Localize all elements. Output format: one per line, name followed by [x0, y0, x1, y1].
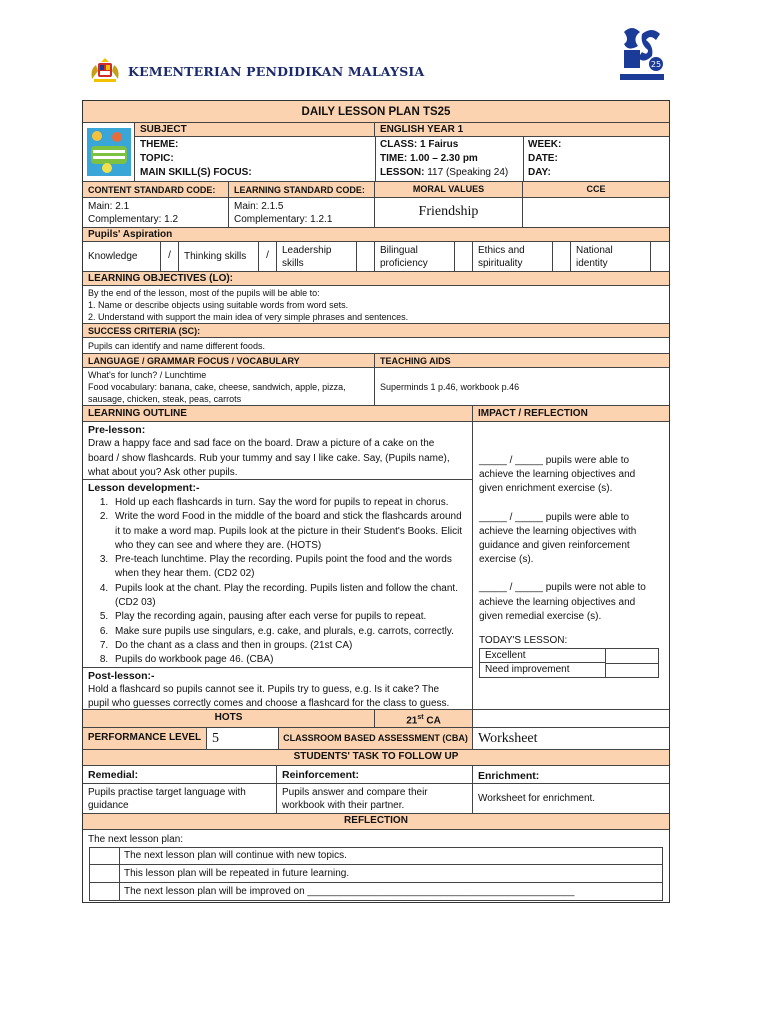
post-lesson-title: Post-lesson:- [88, 670, 155, 682]
development-step: 3. Pre-teach lunchtime. Play the recording. Pupils point the food and the words when they hear them. (CD2 02) [111, 553, 467, 582]
performance-label: PERFORMANCE LEVEL [83, 727, 207, 749]
impact-line: guidance and given reinforcement [479, 540, 630, 552]
aspiration-leadership-mark [357, 242, 375, 271]
ca-suffix: CA [423, 715, 441, 727]
cba-label: CLASSROOM BASED ASSESSMENT (CBA) [279, 727, 473, 749]
ministry-name: KEMENTERIAN PENDIDIKAN MALAYSIA [128, 63, 425, 79]
class-label: CLASS: 1 Fairus [380, 139, 459, 150]
aspiration-row [83, 241, 669, 271]
ca-label [375, 709, 473, 727]
tasks-title: STUDENTS' TASK TO FOLLOW UP [83, 749, 669, 765]
malaysia-crest-icon [88, 57, 122, 85]
objectives-text [83, 285, 669, 323]
development-step: 8. Pupils do workbook page 46. (CBA) [111, 653, 467, 667]
development-step: 2. Write the word Food in the middle of the board and stick the flashcards around it to make a word map. Pupils look at the picture in their Student's Books. Elicit who they can see and where they are. (HOTS) [111, 510, 467, 553]
impact-line: exercise (s). [479, 554, 534, 566]
reflection-option [90, 865, 662, 883]
subject-image [83, 123, 135, 181]
cce-value [523, 197, 669, 227]
pre-lesson-line: board / show flashcards. Rub your tummy and say I like cake. Say, (Pupils name), [88, 452, 450, 464]
reflection-checkbox[interactable] [90, 865, 120, 882]
ministry-header [88, 56, 424, 86]
aspiration-title: Pupils' Aspiration [83, 227, 669, 241]
todays-lesson-label: TODAY'S LESSON: [479, 635, 568, 647]
pre-lesson-line: what about you? Ask other pupils. [88, 467, 238, 478]
reflection-intro: The next lesson plan: [83, 829, 669, 847]
objective-line: By the end of the lesson, most of the pupils will be able to: [88, 288, 320, 298]
remedial-line: Pupils practise target language with [88, 787, 246, 798]
rating-need-improvement: Need improvement [480, 663, 606, 677]
language-text [83, 367, 375, 405]
content-standard-values [83, 197, 229, 227]
impact-section [473, 421, 669, 709]
development-step: 5. Play the recording again, pausing after each verse for pupils to repeat. [111, 610, 467, 624]
date-label: DATE: [528, 153, 558, 164]
reflection-checkbox[interactable] [90, 883, 120, 900]
reflection-options [89, 847, 663, 901]
aspiration-bilingual: Bilingual proficiency [375, 242, 455, 271]
impact-line: given enrichment exercise (s). [479, 483, 613, 495]
day-label: DAY: [528, 167, 551, 178]
reflection-option-label: The next lesson plan will be improved on ________________________________________________ [124, 886, 575, 897]
development-step: 1. Hold up each flashcards in turn. Say the word for pupils to repeat in chorus. [111, 496, 467, 510]
ca-superscript: st [417, 714, 424, 721]
lesson-plan-sheet [82, 100, 670, 903]
development-step: 7. Do the chant as a class and then in groups. (21st CA) [111, 639, 467, 653]
aspiration-leadership: Leadership skills [277, 242, 357, 271]
language-line: Food vocabulary: banana, cake, cheese, sandwich, apple, pizza, [88, 382, 346, 392]
moral-values-label: MORAL VALUES [375, 181, 523, 197]
topic-label: TOPIC: [140, 153, 174, 164]
week-label: WEEK: [528, 139, 562, 150]
aspiration-national: National identity [571, 242, 651, 271]
lesson-label [375, 165, 523, 181]
remedial-line: guidance [88, 800, 129, 811]
post-lesson-section [83, 667, 473, 709]
lesson-rating-table [479, 648, 659, 678]
impact-line: achieve the learning objectives and [479, 596, 636, 608]
post-lesson-line: pupil who guesses correctly comes and choose a flashcard for the class to guess. [88, 698, 450, 709]
aspiration-ethics-mark [553, 242, 571, 271]
aspiration-thinking: Thinking skills [179, 242, 259, 271]
reflection-option-label: This lesson plan will be repeated in future learning. [124, 868, 350, 879]
development-step: 4. Pupils look at the chant. Play the recording. Pupils listen and follow the chant.(CD2 03) [111, 582, 467, 611]
learning-standard-label: LEARNING STANDARD CODE: [229, 181, 375, 197]
teaching-aids-text: Superminds 1 p.46, workbook p.46 [375, 367, 669, 405]
pre-lesson-title: Pre-lesson: [88, 424, 146, 436]
success-text: Pupils can identify and name different foods. [83, 337, 669, 353]
enrichment-title: Enrichment: [473, 765, 669, 801]
remedial-title: Remedial: [83, 765, 277, 783]
learning-complementary: Complementary: 1.2.1 [234, 214, 333, 225]
subject-label: SUBJECT [135, 123, 375, 137]
time-label: TIME: 1.00 – 2.30 pm [380, 153, 478, 164]
impact-line: _____ / _____ pupils were able to [479, 455, 630, 466]
enrichment-text: Worksheet for enrichment. [473, 783, 669, 813]
content-main: Main: 2.1 [88, 201, 130, 212]
impact-title: IMPACT / REFLECTION [473, 405, 669, 421]
reflection-option [90, 883, 662, 900]
lesson-development-title: Lesson development:- [88, 482, 200, 494]
development-step: 6. Make sure pupils use singulars, e.g. cake, and plurals, e.g. carrots, correctly. [111, 625, 467, 639]
plan-title: DAILY LESSON PLAN TS25 [83, 101, 669, 123]
pre-lesson-line: Draw a happy face and sad face on the board. Draw a picture of a cake on the [88, 438, 435, 449]
content-standard-label: CONTENT STANDARD CODE: [83, 181, 229, 197]
theme-label: THEME: [140, 139, 179, 150]
reinforcement-line: workbook with their partner. [282, 800, 405, 811]
learning-standard-values [229, 197, 375, 227]
aspiration-thinking-mark: / [259, 242, 277, 271]
aspiration-knowledge: Knowledge [83, 242, 161, 271]
rating-excellent-box[interactable] [606, 649, 658, 664]
lesson-value: 117 (Speaking 24) [427, 167, 509, 178]
remedial-text [83, 783, 277, 813]
reflection-title: REFLECTION [83, 813, 669, 829]
ca-number: 21 [406, 715, 418, 727]
subject-value: ENGLISH YEAR 1 [375, 123, 669, 137]
superminds-book-icon [87, 128, 131, 176]
lesson-label-text: LESSON: [380, 167, 425, 178]
hots-empty [473, 709, 669, 727]
skill-label: MAIN SKILL(S) FOCUS: [140, 167, 252, 178]
cba-value: Worksheet [473, 727, 669, 749]
impact-line: given remedial exercise (s). [479, 610, 602, 622]
aspiration-bilingual-mark [455, 242, 473, 271]
ts25-logo-icon [618, 24, 666, 82]
rating-excellent: Excellent [480, 649, 606, 663]
reflection-option [90, 848, 662, 865]
svg-text:25: 25 [650, 60, 662, 69]
performance-value: 5 [207, 727, 279, 749]
aspiration-knowledge-mark: / [161, 242, 179, 271]
reinforcement-line: Pupils answer and compare their [282, 787, 428, 798]
reinforcement-text [277, 783, 473, 813]
lesson-development-section [83, 479, 473, 667]
post-lesson-line: Hold a flashcard so pupils cannot see it. Pupils try to guess, e.g. Is it cake? The [88, 684, 440, 695]
development-steps [83, 496, 467, 667]
reflection-checkbox[interactable] [90, 848, 120, 864]
teaching-aids-title: TEACHING AIDS [375, 353, 669, 367]
objective-line: 1. Name or describe objects using suitable words from word sets. [88, 300, 349, 310]
impact-line: achieve the learning objectives with [479, 525, 637, 537]
language-title: LANGUAGE / GRAMMAR FOCUS / VOCABULARY [83, 353, 375, 367]
hots-label: HOTS [83, 709, 375, 727]
cce-label: CCE [523, 181, 669, 197]
content-complementary: Complementary: 1.2 [88, 214, 179, 225]
impact-line: _____ / _____ pupils were not able to [479, 582, 646, 594]
aspiration-national-mark [651, 242, 669, 271]
pre-lesson-section [83, 421, 473, 479]
language-line: sausage, chicken, steak, peas, carrots [88, 394, 242, 404]
success-title: SUCCESS CRITERIA (SC): [83, 323, 669, 337]
learning-outline-title: LEARNING OUTLINE [83, 405, 473, 421]
moral-value: Friendship [375, 197, 523, 227]
reinforcement-title: Reinforcement: [277, 765, 473, 783]
impact-line: achieve the learning objectives and [479, 469, 636, 481]
objectives-title: LEARNING OBJECTIVES (LO): [83, 271, 669, 285]
reflection-option-label: The next lesson plan will continue with new topics. [124, 850, 347, 861]
language-line: What's for lunch? / Lunchtime [88, 370, 207, 380]
objective-line: 2. Understand with support the main idea of very simple phrases and sentences. [88, 312, 409, 322]
rating-improve-box[interactable] [606, 663, 658, 677]
learning-main: Main: 2.1.5 [234, 201, 284, 212]
impact-line: _____ / _____ pupils were able to [479, 511, 630, 523]
aspiration-ethics: Ethics and spirituality [473, 242, 553, 271]
